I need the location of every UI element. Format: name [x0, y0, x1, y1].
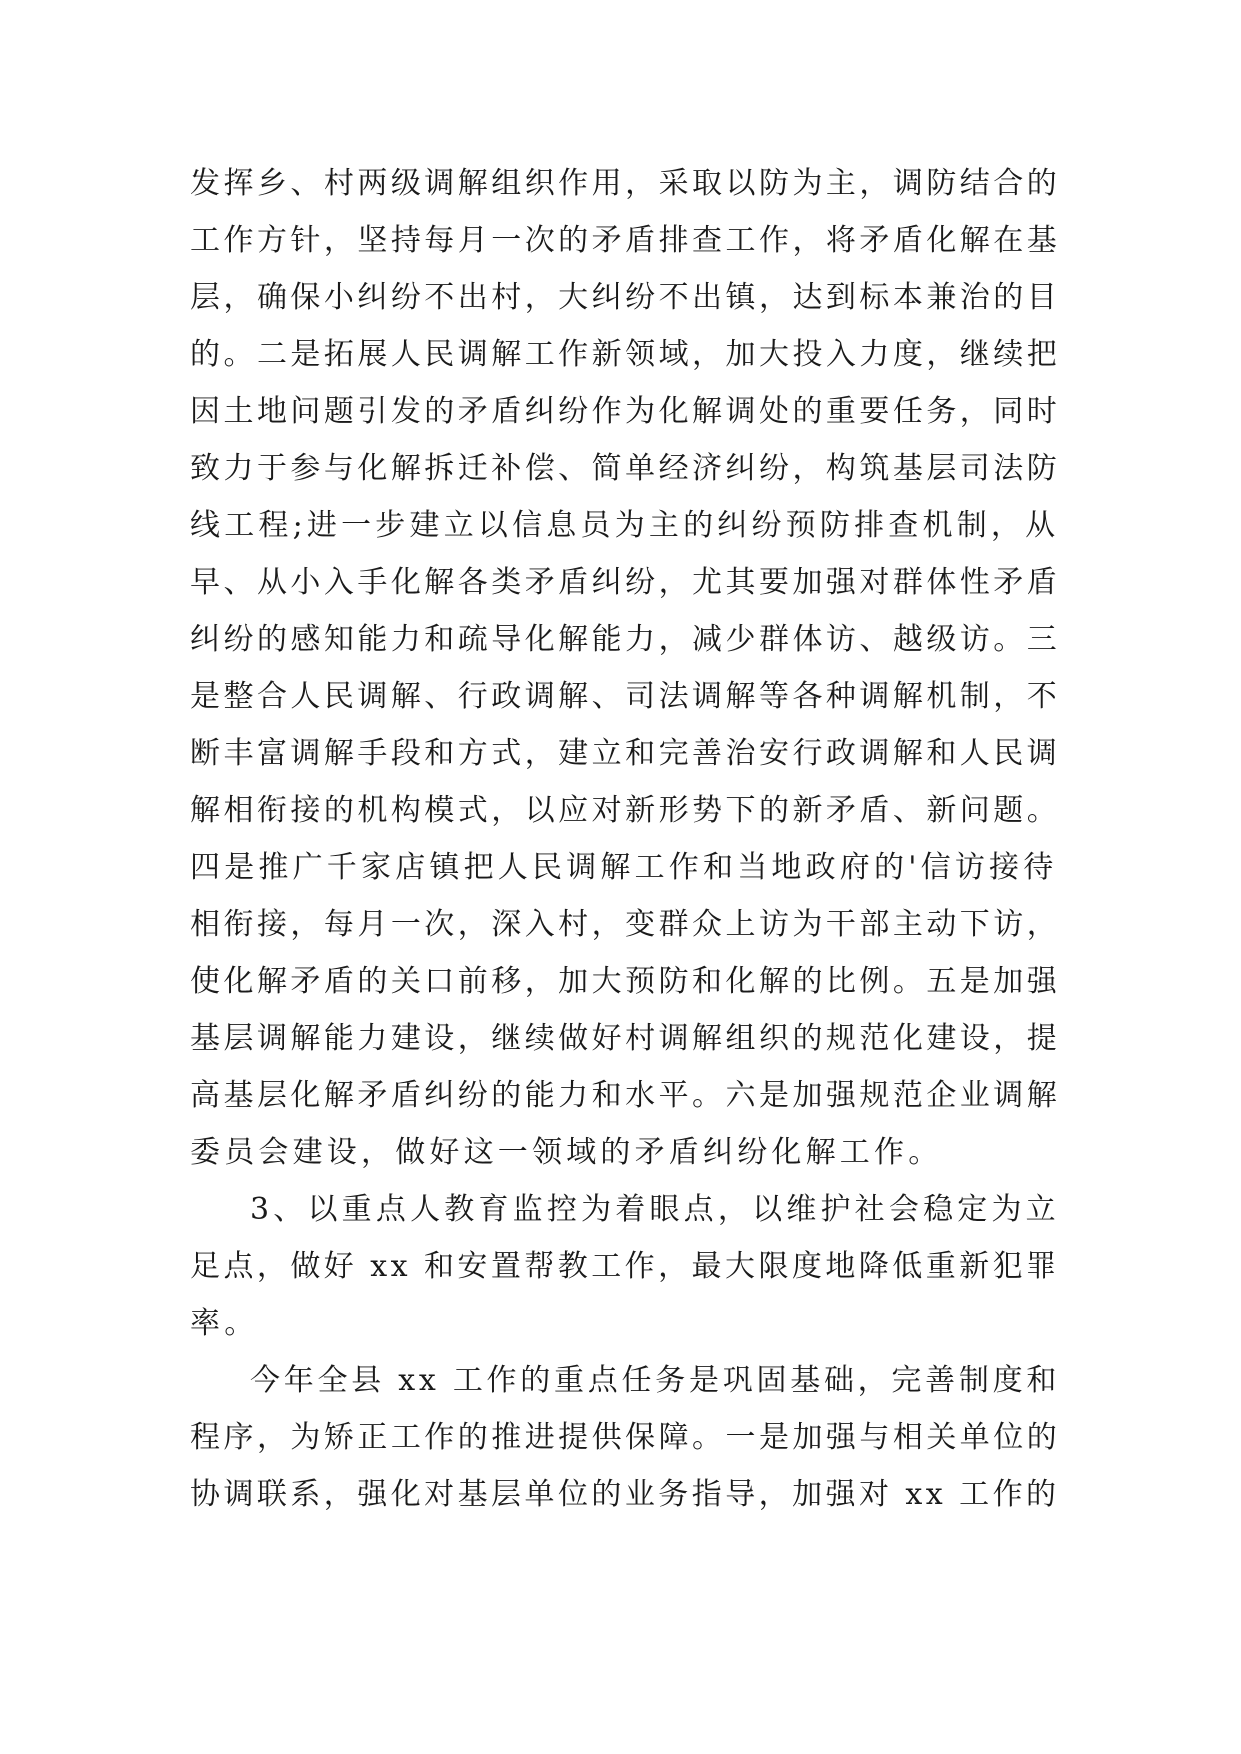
paragraph-3: [190, 1352, 1061, 1523]
text-line: 解相衔接的机构模式，以应对新形势下的新矛盾、新问题。: [190, 793, 1061, 828]
text-line: 致力于参与化解拆迁补偿、简单经济纠纷，构筑基层司法防: [190, 451, 1061, 486]
text-line: 基层调解能力建设，继续做好村调解组织的规范化建设，提: [190, 1021, 1061, 1056]
text-line: 是整合人民调解、行政调解、司法调解等各种调解机制，不: [190, 679, 1061, 714]
text-line: 纠纷的感知能力和疏导化解能力，减少群体访、越级访。三: [190, 622, 1061, 657]
text-line: 发挥乡、村两级调解组织作用，采取以防为主，调防结合的: [190, 166, 1061, 201]
text-line: 层，确保小纠纷不出村，大纠纷不出镇，达到标本兼治的目: [190, 280, 1061, 315]
text-line: 线工程;进一步建立以信息员为主的纠纷预防排查机制，从: [190, 508, 1060, 543]
text-line: 使化解矛盾的关口前移，加大预防和化解的比例。五是加强: [190, 964, 1061, 999]
text-line: 因土地问题引发的矛盾纠纷作为化解调处的重要任务，同时: [190, 394, 1061, 429]
text-line: 相衔接，每月一次，深入村，变群众上访为干部主动下访，: [190, 907, 1061, 942]
text-line: 工作方针，坚持每月一次的矛盾排查工作，将矛盾化解在基: [190, 223, 1061, 258]
paragraph-1: [190, 155, 1061, 1181]
text-line: 高基层化解矛盾纠纷的能力和水平。六是加强规范企业调解: [190, 1078, 1061, 1113]
text-line: 程序，为矫正工作的推进提供保障。一是加强与相关单位的: [190, 1420, 1061, 1455]
document-body: [190, 155, 1061, 1523]
text-line: 率。: [190, 1306, 259, 1341]
text-line: 断丰富调解手段和方式，建立和完善治安行政调解和人民调: [190, 736, 1061, 771]
text-line: 今年全县 xx 工作的重点任务是巩固基础，完善制度和: [250, 1363, 1061, 1398]
text-line: 委员会建设，做好这一领域的矛盾纠纷化解工作。: [190, 1135, 943, 1170]
text-line: 协调联系，强化对基层单位的业务指导，加强对 xx 工作的: [190, 1477, 1060, 1512]
text-line: 四是推广千家店镇把人民调解工作和当地政府的'信访接待: [190, 850, 1058, 885]
text-line: 早、从小入手化解各类矛盾纠纷，尤其要加强对群体性矛盾: [190, 565, 1061, 600]
text-line: 足点，做好 xx 和安置帮教工作，最大限度地降低重新犯罪: [190, 1249, 1060, 1284]
paragraph-2: [190, 1181, 1060, 1352]
text-line: 3、以重点人教育监控为着眼点，以维护社会稳定为立: [250, 1192, 1060, 1227]
text-line: 的。二是拓展人民调解工作新领域，加大投入力度，继续把: [190, 337, 1061, 372]
